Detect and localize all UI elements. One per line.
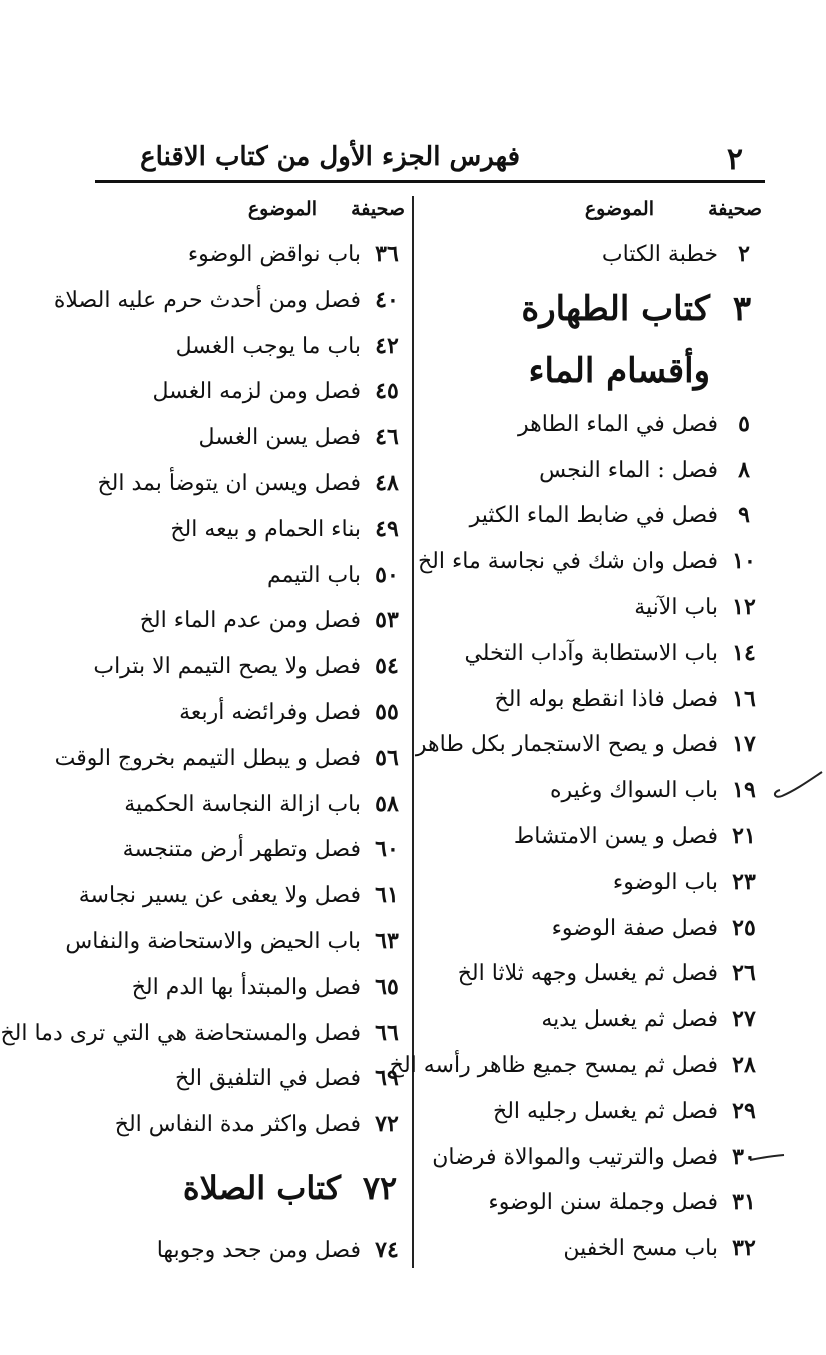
page-column-label: صحيفة bbox=[351, 198, 405, 220]
toc-entry bbox=[80, 1056, 405, 1102]
entry-page-number: ٤٩ bbox=[375, 515, 399, 542]
toc-entry bbox=[53, 278, 405, 324]
entry-page-number: ٦٦ bbox=[375, 1019, 399, 1046]
entry-title: باب نواقض الوضوء bbox=[187, 242, 361, 267]
topic-column-label: الموضوع bbox=[584, 198, 654, 220]
entry-title: فصل والمبتدأ بها الدم الخ bbox=[131, 974, 361, 1000]
entry-title: فصل ثم يمسح جميع ظاهر رأسه الخ bbox=[389, 1052, 718, 1078]
toc-entry bbox=[80, 324, 405, 370]
toc-entry bbox=[80, 415, 405, 461]
toc-entry bbox=[80, 873, 405, 919]
entry-page-number: ١٧ bbox=[732, 731, 756, 758]
entry-page-number: ٢٣ bbox=[732, 868, 756, 895]
entry-page-number: ٤٢ bbox=[375, 332, 399, 359]
entry-title: فصل ومن جحد وجوبها bbox=[156, 1237, 361, 1263]
entry-page-number: ٤٠ bbox=[375, 286, 399, 313]
toc-entry bbox=[422, 1089, 762, 1135]
entry-page-number: ٦٩ bbox=[375, 1065, 399, 1092]
toc-entry bbox=[422, 997, 762, 1043]
toc-entry bbox=[80, 232, 405, 278]
toc-entry bbox=[422, 677, 762, 723]
toc-entry bbox=[0, 1011, 405, 1057]
toc-entry bbox=[422, 402, 762, 448]
toc-entry bbox=[80, 965, 405, 1011]
entry-title: باب التيمم bbox=[267, 562, 361, 588]
entry-page-number: ٢١ bbox=[732, 822, 756, 849]
entry-title: فصل ثم يغسل رجليه الخ bbox=[493, 1098, 718, 1124]
entry-title: فصل ويسن ان يتوضأ بمد الخ bbox=[97, 470, 361, 496]
toc-entry bbox=[389, 1043, 762, 1089]
entry-title: باب الآنية bbox=[634, 594, 718, 620]
toc-entry bbox=[65, 919, 405, 965]
toc-entry bbox=[80, 827, 405, 873]
entry-page-number: ٥٥ bbox=[375, 698, 399, 725]
entry-page-number: ٦١ bbox=[375, 882, 399, 909]
toc-entry bbox=[80, 507, 405, 553]
toc-entry bbox=[80, 782, 405, 828]
header-rule bbox=[95, 180, 765, 183]
entry-title: فصل و يبطل التيمم بخروج الوقت bbox=[54, 745, 361, 771]
entry-page-number: ١٩ bbox=[732, 777, 756, 804]
toc-entry bbox=[80, 644, 405, 690]
entry-page-number: ٥٤ bbox=[375, 653, 399, 680]
left-column bbox=[0, 192, 405, 1272]
entry-page-number: ٣٠ bbox=[732, 1143, 756, 1170]
entry-page-number: ٢٨ bbox=[732, 1051, 756, 1078]
entry-page-number: ٧٢ bbox=[375, 1111, 399, 1138]
toc-list bbox=[389, 402, 762, 1272]
entry-title: فصل : الماء النجس bbox=[539, 457, 718, 483]
entry-page-number: ٢ bbox=[738, 241, 750, 267]
running-title: فهرس الجزء الأول من كتاب الاقناع bbox=[140, 142, 520, 172]
entry-page-number: ٢٥ bbox=[732, 914, 756, 941]
entry-page-number: ٣٦ bbox=[375, 241, 399, 267]
entry-title: باب مسح الخفين bbox=[563, 1236, 718, 1262]
entry-page-number: ٦٠ bbox=[375, 836, 399, 863]
entry-title: فصل في ضابط الماء الكثير bbox=[469, 503, 718, 529]
toc-entry bbox=[422, 631, 762, 677]
page-number: ٢ bbox=[726, 142, 743, 177]
page-column-label: صحيفة bbox=[708, 198, 762, 220]
toc-entry bbox=[422, 585, 762, 631]
entry-page-number: ٥٣ bbox=[375, 607, 399, 634]
entry-page-number: ١٦ bbox=[732, 685, 756, 712]
entry-page-number: ٥٦ bbox=[375, 744, 399, 771]
entry-page-number: ٤٥ bbox=[375, 378, 399, 405]
toc-entry bbox=[80, 461, 405, 507]
entry-title: فصل وتطهر أرض متنجسة bbox=[122, 837, 361, 863]
handwritten-check-mark bbox=[770, 768, 826, 808]
entry-title: فصل صفة الوضوء bbox=[551, 915, 718, 941]
toc-entry bbox=[422, 906, 762, 952]
entry-title: خطبة الكتاب bbox=[601, 242, 718, 267]
entry-title: باب ازالة النجاسة الحكمية bbox=[124, 791, 361, 817]
entry-title: بناء الحمام و بيعه الخ bbox=[170, 516, 361, 542]
entry-title: فصل وان شك في نجاسة ماء الخ bbox=[417, 549, 718, 575]
entry-title: فصل في التلفيق الخ bbox=[175, 1066, 361, 1092]
entry-title: فصل والترتيب والموالاة فرضان bbox=[432, 1144, 718, 1170]
toc-entry bbox=[422, 1226, 762, 1272]
entry-title: باب الوضوء bbox=[612, 869, 718, 895]
entry-title: فصل و يصح الاستجمار بكل طاهر bbox=[415, 732, 718, 758]
toc-entry bbox=[422, 860, 762, 906]
column-divider bbox=[412, 196, 414, 1268]
toc-entry bbox=[422, 448, 762, 494]
toc-entry bbox=[80, 1228, 405, 1274]
topic-column-label: الموضوع bbox=[247, 198, 317, 220]
toc-entry bbox=[422, 768, 762, 814]
section-page-number: ٧٢ bbox=[362, 1168, 398, 1207]
toc-entry bbox=[80, 690, 405, 736]
entry-title: باب ما يوجب الغسل bbox=[175, 333, 361, 359]
column-header bbox=[422, 192, 762, 232]
toc-entry bbox=[422, 951, 762, 997]
entry-title: فصل ثم يغسل يديه bbox=[541, 1007, 718, 1033]
page-header bbox=[95, 138, 765, 182]
toc-entry bbox=[417, 539, 762, 585]
entry-page-number: ٦٥ bbox=[375, 973, 399, 1000]
entry-title: فصل ومن لزمه الغسل bbox=[152, 379, 361, 405]
section-heading bbox=[80, 1148, 405, 1228]
entry-title: فصل والمستحاضة هي التي ترى دما الخ bbox=[0, 1020, 361, 1046]
entry-title: فصل وفرائضه أربعة bbox=[179, 699, 361, 725]
entry-title: فصل ومن أحدث حرم عليه الصلاة bbox=[53, 287, 361, 313]
entry-title: فصل ومن عدم الماء الخ bbox=[139, 608, 361, 634]
entry-page-number: ٥٠ bbox=[375, 561, 399, 588]
entry-page-number: ٨ bbox=[738, 456, 750, 483]
entry-title: فصل ولا يعفى عن يسير نجاسة bbox=[78, 883, 361, 909]
entry-page-number: ٤٨ bbox=[375, 469, 399, 496]
entry-page-number: ١٤ bbox=[732, 639, 756, 666]
entry-title: فصل يسن الغسل bbox=[198, 425, 361, 451]
column-header bbox=[80, 192, 405, 232]
entry-title: فصل في الماء الطاهر bbox=[518, 411, 718, 437]
entry-page-number: ٢٩ bbox=[732, 1097, 756, 1124]
toc-entry bbox=[415, 722, 762, 768]
section-page-number: ٣ bbox=[732, 288, 752, 329]
entry-title: فصل ثم يغسل وجهه ثلاثا الخ bbox=[457, 961, 718, 987]
entry-title: فصل وجملة سنن الوضوء bbox=[488, 1190, 718, 1216]
entry-title: فصل ولا يصح التيمم الا بتراب bbox=[93, 654, 361, 680]
toc-entry bbox=[80, 553, 405, 599]
entry-page-number: ٧٤ bbox=[375, 1236, 399, 1263]
entry-page-number: ٣٢ bbox=[732, 1235, 756, 1262]
entry-page-number: ٩ bbox=[738, 502, 750, 529]
toc-entry bbox=[80, 369, 405, 415]
entry-page-number: ٥٨ bbox=[375, 790, 399, 817]
entry-page-number: ٢٧ bbox=[732, 1006, 756, 1033]
toc-entry bbox=[422, 493, 762, 539]
entry-title: باب الحيض والاستحاضة والنفاس bbox=[65, 928, 361, 954]
entry-title: باب السواك وغيره bbox=[549, 778, 718, 804]
entry-title: فصل و يسن الامتشاط bbox=[513, 823, 718, 849]
right-column bbox=[389, 192, 762, 1272]
toc-entry bbox=[422, 232, 762, 278]
section-heading bbox=[422, 278, 762, 402]
toc-entry bbox=[422, 1180, 762, 1226]
toc-list bbox=[0, 232, 405, 1148]
entry-page-number: ١٢ bbox=[732, 593, 756, 620]
handwritten-dash-mark bbox=[748, 1150, 788, 1166]
entry-title: باب الاستطابة وآداب التخلي bbox=[464, 640, 718, 666]
entry-page-number: ٣١ bbox=[732, 1189, 756, 1216]
entry-page-number: ٦٣ bbox=[375, 927, 399, 954]
toc-entry bbox=[54, 736, 405, 782]
section-title: كتاب الطهارة وأقسام الماء bbox=[521, 288, 710, 391]
toc-entry bbox=[80, 1102, 405, 1148]
entry-title: فصل واكثر مدة النفاس الخ bbox=[114, 1112, 361, 1138]
toc-entry bbox=[422, 1135, 762, 1181]
entry-page-number: ١٠ bbox=[732, 548, 756, 575]
toc-entry bbox=[80, 598, 405, 644]
entry-page-number: ٢٦ bbox=[732, 960, 756, 987]
toc-entry bbox=[422, 814, 762, 860]
entry-title: فصل فاذا انقطع بوله الخ bbox=[494, 686, 718, 712]
section-title: كتاب الصلاة bbox=[182, 1168, 341, 1207]
entry-page-number: ٤٦ bbox=[375, 424, 399, 451]
entry-page-number: ٥ bbox=[738, 410, 750, 437]
